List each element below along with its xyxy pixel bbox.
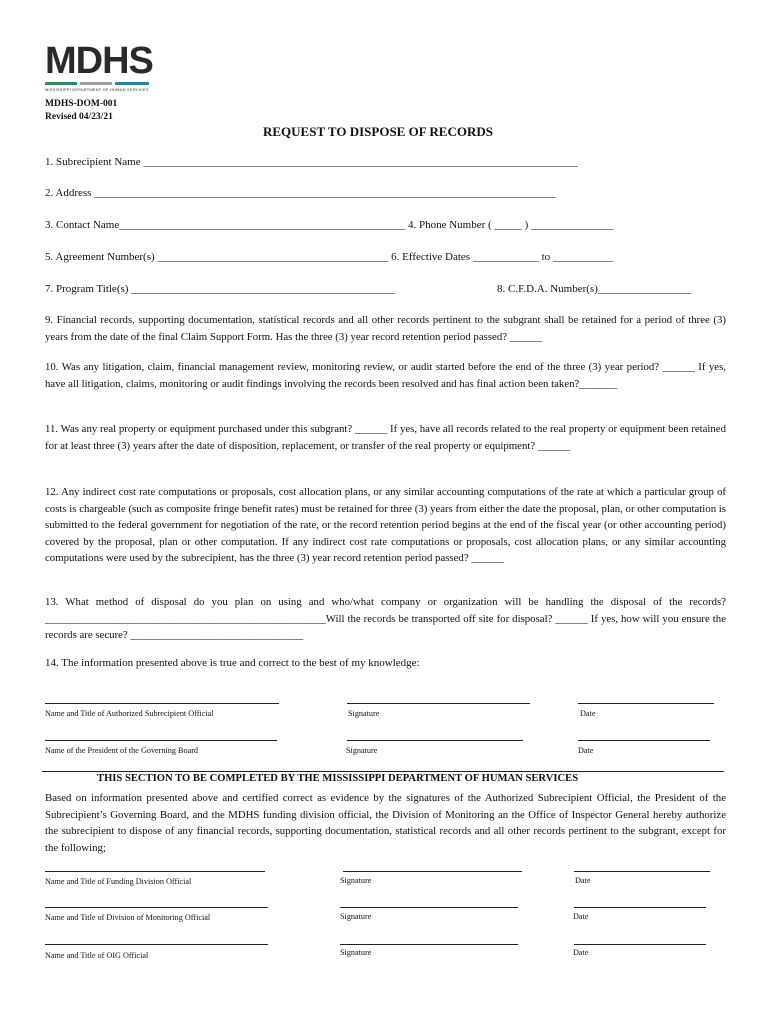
sig-line-funding-date[interactable] [574, 871, 710, 872]
sig-line-funding-name[interactable] [45, 871, 265, 872]
sig-line-official-date[interactable] [578, 703, 714, 704]
question-10: 10. Was any litigation, claim, financial management review, monitoring review, or audit started before the end of the three (3) year period? ______ If yes, have all litigation, claims, monitoring or audit findings involving the records been resolved and has final action been taken?_______ [45, 361, 726, 390]
caption-funding-signature: Signature [340, 876, 372, 885]
sig-line-oig-date[interactable] [574, 944, 706, 945]
field-program-title[interactable]: 7. Program Title(s) ________________________________________________ [45, 283, 396, 295]
caption-president-date: Date [578, 746, 594, 755]
field-cfda-number[interactable]: 8. C.F.D.A. Number(s)_________________ [497, 283, 692, 295]
sig-line-oig-name[interactable] [45, 944, 268, 945]
sig-line-official-signature[interactable] [347, 703, 530, 704]
mdhs-logo [45, 42, 153, 92]
revised-date: Revised 04/23/21 [45, 112, 113, 122]
question-14: 14. The information presented above is true and correct to the best of my knowledge: [45, 657, 420, 669]
field-agreement-dates[interactable]: 5. Agreement Number(s) __________________________________________ 6. Effective Dates ____________ to ___________ [45, 251, 614, 263]
sig-line-monitoring-date[interactable] [574, 907, 706, 908]
logo-tagline: MISSISSIPPI DEPARTMENT OF HUMAN SERVICES [45, 87, 149, 92]
sig-line-oig-signature[interactable] [340, 944, 518, 945]
logo-text: MDHS [45, 40, 153, 82]
caption-funding-date: Date [575, 876, 591, 885]
section-divider [42, 771, 724, 772]
section-heading: THIS SECTION TO BE COMPLETED BY THE MISSISSIPPI DEPARTMENT OF HUMAN SERVICES [97, 773, 579, 784]
caption-oig-signature: Signature [340, 948, 372, 957]
question-9: 9. Financial records, supporting documentation, statistical records and all other records pertinent to the subgrant shall be retained for a period of three (3) years from the date of the final Claim Support Form. Has the three (3) year record retention period passed? ______ [45, 314, 726, 343]
logo-bar-green [45, 82, 77, 85]
logo-color-bars [45, 82, 153, 85]
field-contact-phone[interactable]: 3. Contact Name____________________________________________________ 4. Phone Number ( _____ ) _______________ [45, 219, 614, 231]
caption-monitoring-date: Date [573, 912, 589, 921]
question-13: 13. What method of disposal do you plan on using and who/what company or organization will be handling the disposal of the records? ____________________________________________________Will the records be transported off site for disposal? ______ If yes, how will you ensure the records are secure? ________________________________ [45, 596, 726, 641]
page-title: REQUEST TO DISPOSE OF RECORDS [263, 124, 493, 139]
logo-bar-gray [80, 82, 112, 85]
field-address[interactable]: 2. Address ____________________________________________________________________________________ [45, 187, 557, 199]
question-12: 12. Any indirect cost rate computations or proposals, cost allocation plans, or any similar accounting computations of the rate at which a particular group of costs is chargeable (such as composite fringe benefit rates) must be retained for three (3) years from either the date the proposal, plan, or other computation is submitted to the federal government for negotiation of the rate, or the record retention period begins at the end of the fiscal year (or other accounting period) covered by the proposal, plan or other computation. If any indirect cost rate computations or proposals, cost allocation plans, or any similar accounting computations were used by the subrecipient, has the three (3) year record retention period passed? ______ [45, 486, 726, 564]
sig-line-official-name[interactable] [45, 703, 279, 704]
form-id: MDHS-DOM-001 [45, 99, 118, 109]
caption-official-date: Date [580, 709, 596, 718]
caption-monitoring-name: Name and Title of Division of Monitoring Official [45, 913, 211, 922]
field-subrecipient-name[interactable]: 1. Subrecipient Name _______________________________________________________________________________ [45, 156, 578, 168]
caption-oig-date: Date [573, 948, 589, 957]
logo-bar-blue [115, 82, 149, 85]
caption-president-name: Name of the President of the Governing Board [45, 746, 199, 755]
caption-president-signature: Signature [346, 746, 378, 755]
caption-monitoring-signature: Signature [340, 912, 372, 921]
question-11: 11. Was any real property or equipment purchased under this subgrant? ______ If yes, have all records related to the real property or equipment been retained for at least three (3) years after the date of disposition, replacement, or transfer of the real property or equipment? ______ [45, 423, 726, 452]
sig-line-monitoring-name[interactable] [45, 907, 268, 908]
section-text: Based on information presented above and certified correct as evidence by the signatures of the Authorized Subrecipient Official, the President of the Subrecipient’s Governing Board, and the MDHS funding division official, the Division of Monitoring an the Office of Inspector General hereby authorize the subrecipient to dispose of any financial records, supporting documentation, statistical records and all other records pertinent to the subgrant, except for the following; [45, 792, 726, 854]
sig-line-president-date[interactable] [578, 740, 710, 741]
sig-line-funding-signature[interactable] [343, 871, 522, 872]
sig-line-president-name[interactable] [45, 740, 277, 741]
caption-official-signature: Signature [348, 709, 380, 718]
caption-oig-name: Name and Title of OIG Official [45, 951, 149, 960]
caption-funding-name: Name and Title of Funding Division Official [45, 877, 192, 886]
sig-line-monitoring-signature[interactable] [340, 907, 518, 908]
sig-line-president-signature[interactable] [347, 740, 523, 741]
caption-official-name: Name and Title of Authorized Subrecipient Official [45, 709, 214, 718]
